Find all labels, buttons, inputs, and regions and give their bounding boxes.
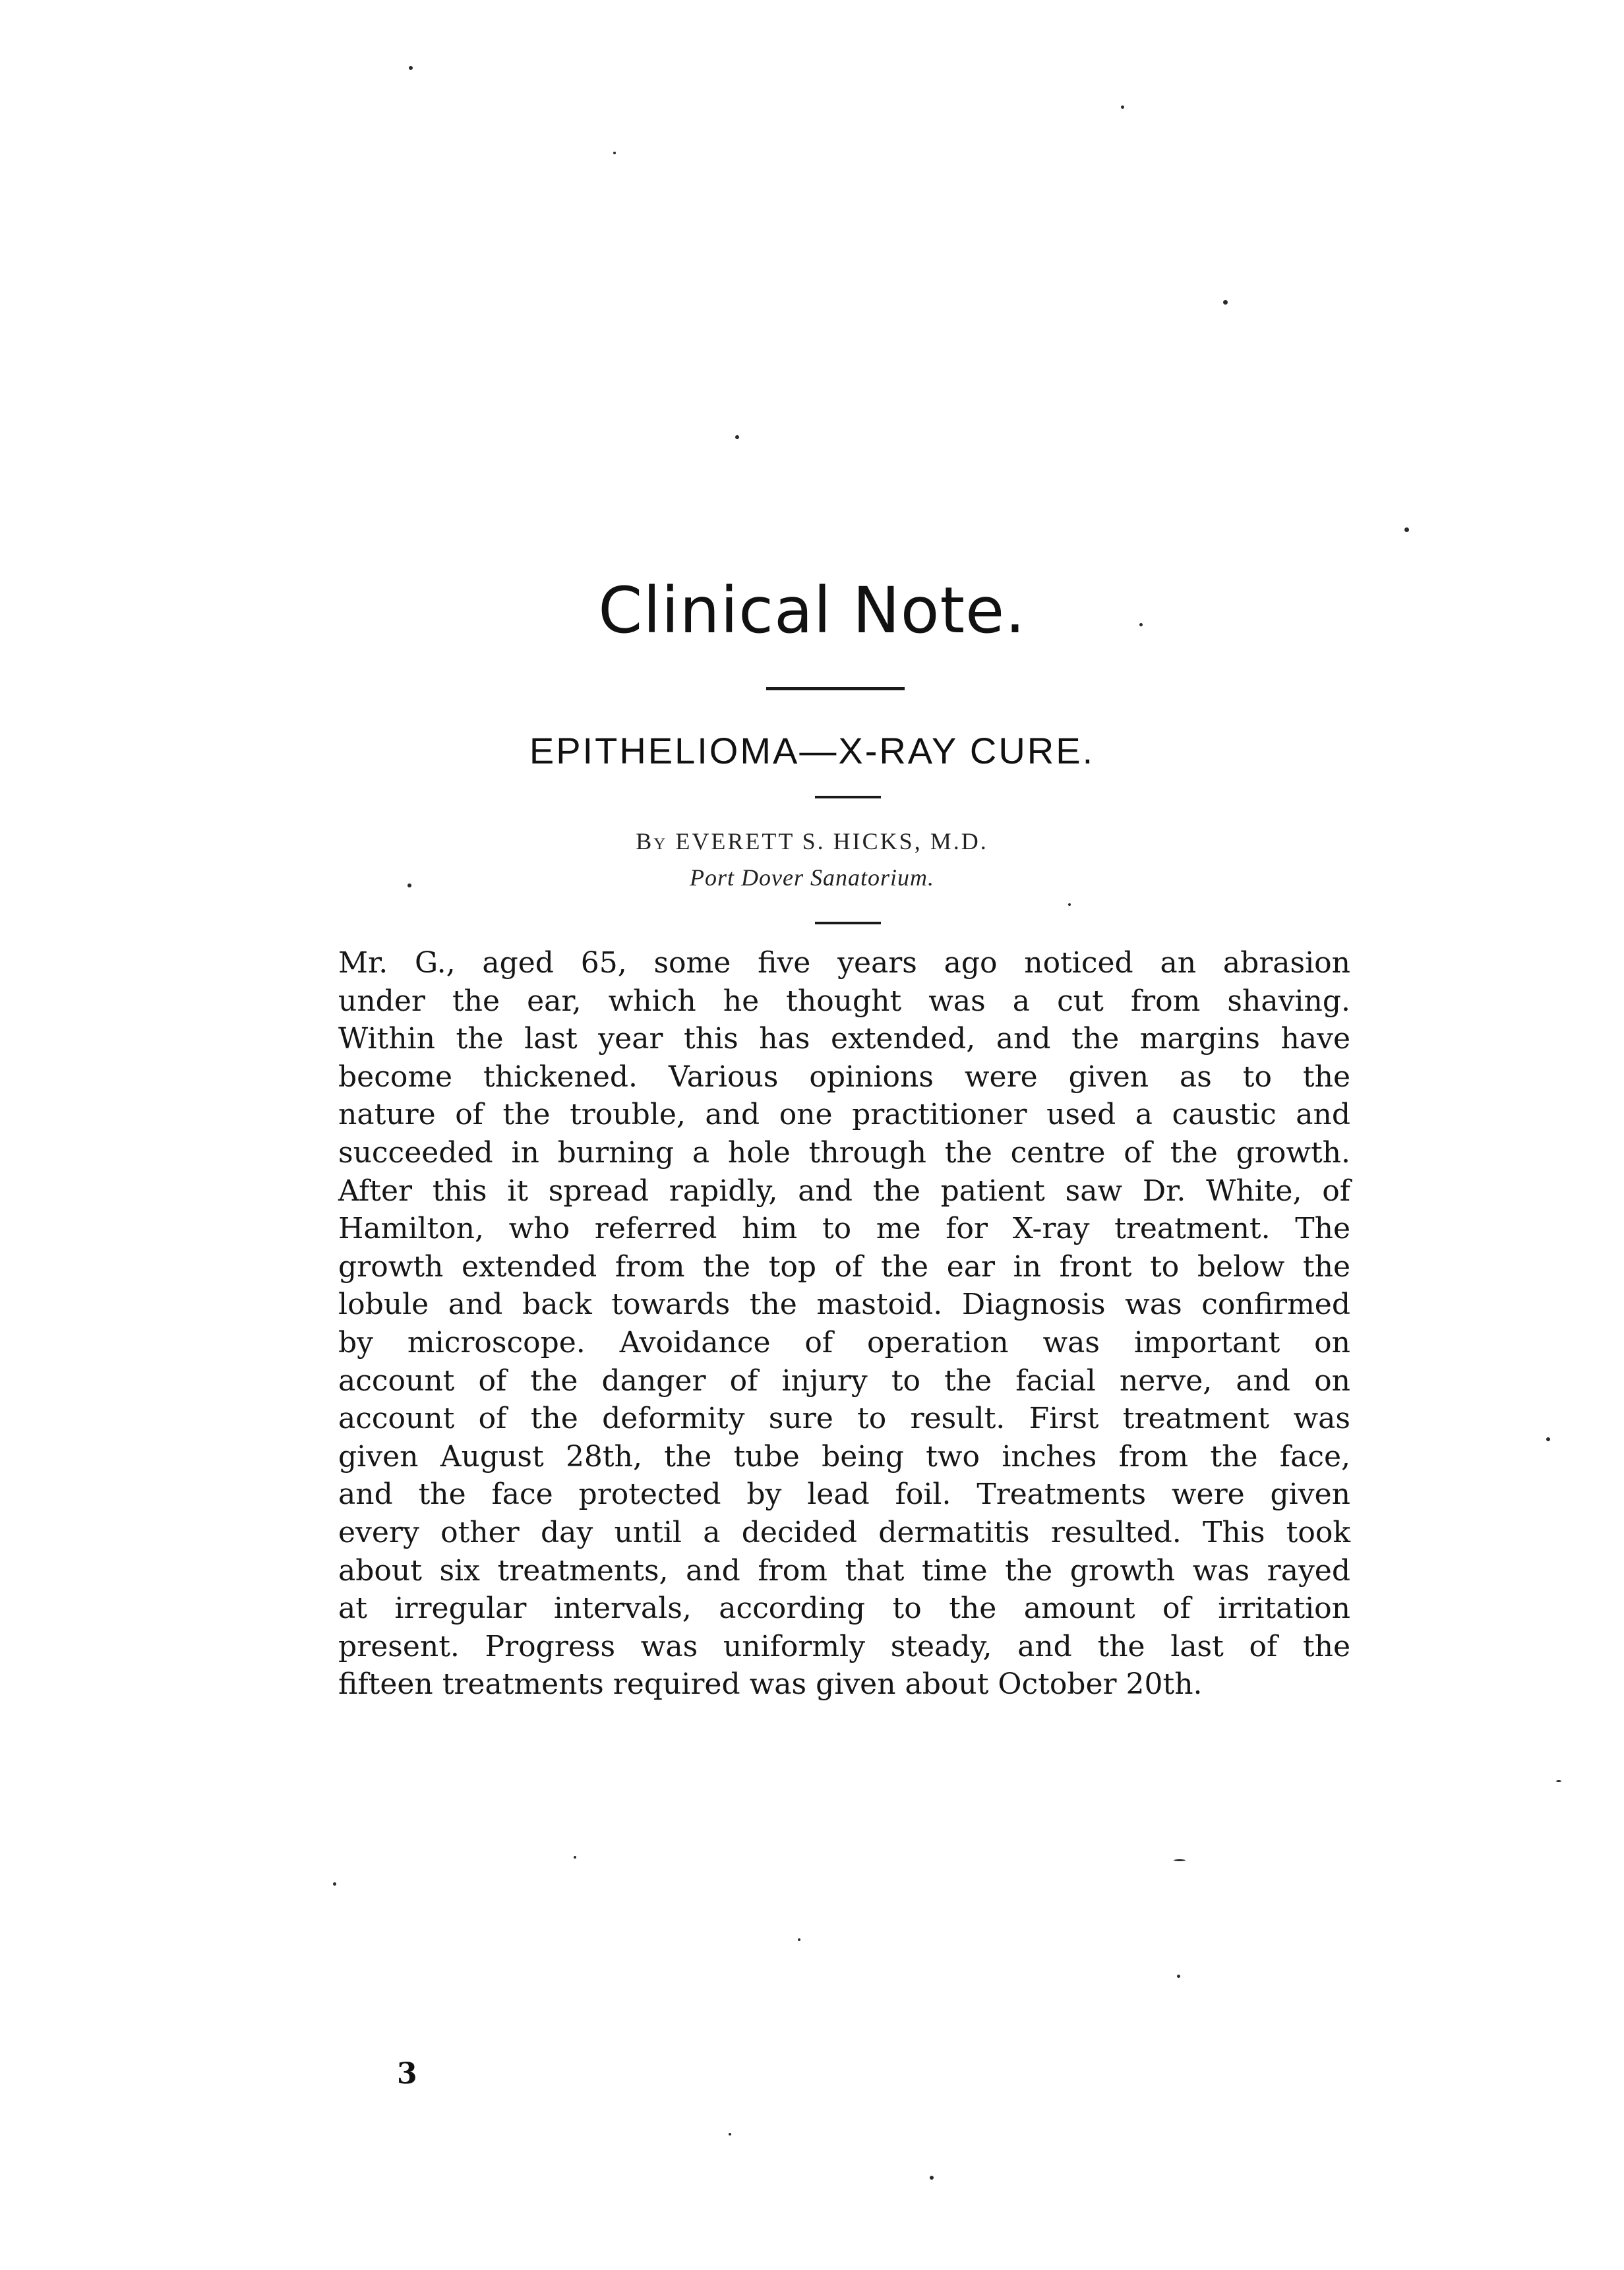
body-line: succeeded in burning a hole through the centre of the growth.: [338, 1135, 1350, 1170]
body-line: lobule and back towards the mastoid. Diagnosis was confirmed: [338, 1288, 1350, 1322]
scan-speck: [409, 66, 413, 70]
section-heading: Clinical Note.: [598, 574, 1026, 647]
author-affiliation: Port Dover Sanatorium.: [690, 864, 934, 891]
body-line: at irregular intervals, according to the amount of irritation: [338, 1592, 1350, 1626]
scan-speck: [1121, 105, 1124, 109]
body-line: Hamilton, who referred him to me for X-ray treatment. The: [338, 1212, 1350, 1246]
scan-speck: [1556, 1780, 1561, 1782]
byline-rule: [815, 922, 881, 924]
body-line: every other day until a decided dermatitis resulted. This took: [338, 1515, 1350, 1549]
heading-rule: [766, 687, 905, 690]
article-body: [338, 944, 1350, 1704]
body-line: Mr. G., aged 65, some five years ago noticed an abrasion: [338, 946, 1350, 980]
body-line: under the ear, which he thought was a cut from shaving.: [338, 984, 1350, 1018]
title-rule: [815, 796, 881, 798]
scan-speck: [1546, 1437, 1550, 1441]
scan-speck: [1174, 1859, 1186, 1861]
body-line: about six treatments, and from that time the growth was rayed: [338, 1553, 1350, 1588]
body-line: After this it spread rapidly, and the patient saw Dr. White, of: [338, 1174, 1350, 1208]
scan-speck: [735, 435, 739, 439]
scan-speck: [1177, 1975, 1180, 1978]
scan-speck: [1404, 527, 1409, 532]
scan-speck: [1068, 903, 1071, 906]
scan-speck: [1223, 300, 1228, 305]
body-line: Within the last year this has extended, and the margins have: [338, 1022, 1350, 1056]
body-line: account of the danger of injury to the facial nerve, and on: [338, 1363, 1350, 1398]
body-line: growth extended from the top of the ear in front to below the: [338, 1249, 1350, 1284]
body-line: by microscope. Avoidance of operation was important on: [338, 1325, 1350, 1359]
scan-speck: [798, 1938, 800, 1941]
scan-speck: [930, 2176, 934, 2180]
scan-speck: [613, 152, 616, 154]
body-line: account of the deformity sure to result. First treatment was: [338, 1402, 1350, 1436]
body-line: fifteen treatments required was given about October 20th.: [338, 1667, 1203, 1702]
body-line: nature of the trouble, and one practitioner used a caustic and: [338, 1098, 1350, 1132]
body-line: present. Progress was uniformly steady, and the last of the: [338, 1629, 1350, 1663]
page-number: 3: [397, 2057, 417, 2091]
author-byline: By EVERETT S. HICKS, M.D.: [636, 828, 988, 854]
article-title: EPITHELIOMA—X-RAY CURE.: [529, 730, 1095, 771]
body-line: and the face protected by lead foil. Treatments were given: [338, 1478, 1350, 1512]
scan-speck: [574, 1856, 576, 1859]
scan-speck: [333, 1882, 336, 1886]
scan-speck: [729, 2133, 731, 2136]
body-line: given August 28th, the tube being two inches from the face,: [338, 1439, 1350, 1474]
body-line: become thickened. Various opinions were given as to the: [338, 1060, 1350, 1094]
